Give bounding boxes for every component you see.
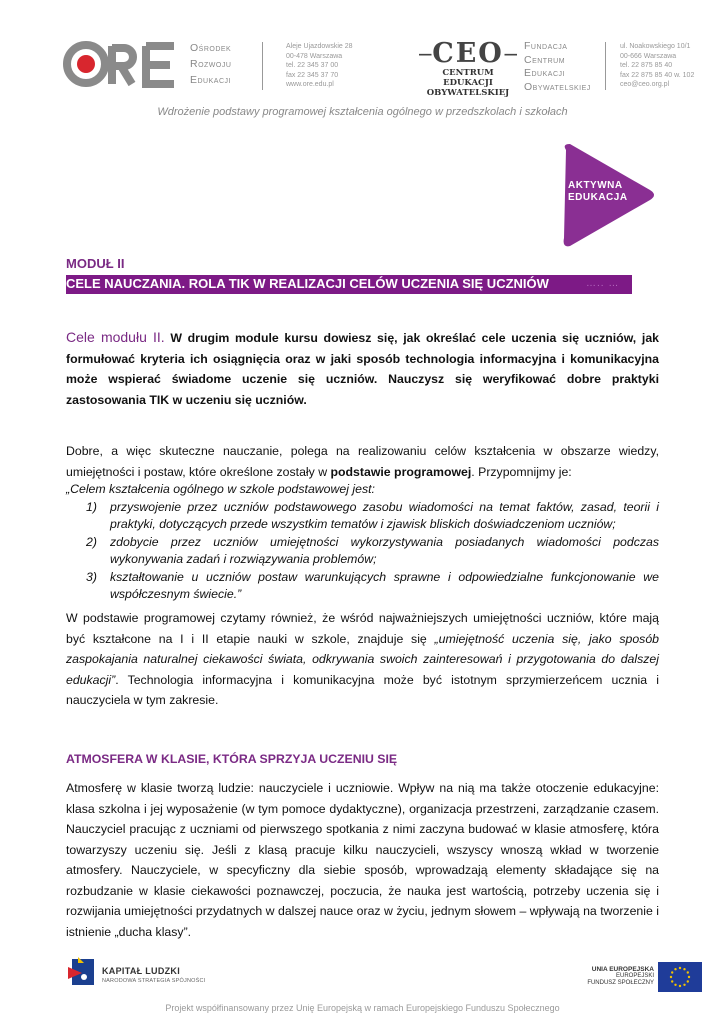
module-title-dots: ….. … [586,278,620,289]
module-title: CELE NAUCZANIA. ROLA TIK W REALIZACJI CELÓW UCZENIA SIĘ UCZNIÓW [66,276,549,291]
eu-star [671,971,673,973]
eu-star [683,984,685,986]
paragraph-atmosphere: Atmosferę w klasie tworzą ludzie: nauczyciele i uczniowie. Wpływ na nią ma także otoczenie edukacyjne: klasa szkolna i jej wyposażenie (w tym pomoce dydaktyczne), organizacja przestrzeni, zarządzanie czasem. Nauczyciel pracując z uczniami od pierwszego spotkania z nimi zaczyna budować w klasie atmosferę, która towarzyszy uczeniu się. Jeśli z klasą pracuje kilku nauczycieli, wszyscy wnoszą wkład w tworzenie atmosfery. Nauczyciele, w specyficzny dla siebie sposób, wprowadzają elementy składające się na rozbudzanie w klasie ciekawości poznawczej, poczucia, że nauka jest wartością, potrzeby uczenia się i rozwijania umiejętności przydatnych w dalszej nauce oraz w życiu, jednym słowem – wpływają na tworzenie i istnienie „ducha klasy”. [66,781,659,939]
list-item: 2) zdobycie przez uczniów umiejętności wykorzystywania posiadanych wiadomości podczas wykonywania zadań i rozwiązywania problemów; [86,535,659,566]
kapital-ludzki-logo [66,955,98,991]
kapital-ludzki-name: KAPITAŁ LUDZKI [102,966,181,976]
section-heading: ATMOSFERA W KLASIE, KTÓRA SPRZYJA UCZENIU SIĘ [66,752,398,766]
eu-star [674,968,676,970]
ceo-logo: —CEO— CENTRUM EDUKACJI OBYWATELSKIEJ [418,38,518,98]
eu-star [671,980,673,982]
ceo-address: ul. Noakowskiego 10/1 00-666 Warszawa tel. 22 875 85 40 fax 22 875 85 40 w. 102 ceo@ceo.org.pl [620,43,695,88]
eu-star [687,980,689,982]
footer-funding-note: Projekt współfinansowany przez Unię Europejską w ramach Europejskiego Funduszu Społecznego [165,1003,560,1013]
kapital-ludzki-subtitle: NARODOWA STRATEGIA SPÓJNOŚCI [102,978,206,984]
intro-text: W drugim module kursu dowiesz się, jak określać cele uczenia się uczniów, jak formułować kryteria ich osiągnięcia oraz w jaki sposób technologia informacyjna i komunikacyjna może wspierać świadome uczenie się uczniów. Nauczysz się weryfikować dobre praktyki zastosowania TIK w uczeniu się uczniów. [66,331,659,407]
paragraph-curriculum: Dobre, a więc skuteczne nauczanie, polega na realizowaniu celów kształcenia w obszarze wiedzy, umiejętności i postaw, które określone zostały w podstawie programowej. Przypomnijmy je: [66,444,659,479]
eu-star [679,967,681,969]
eu-label: UNIA EUROPEJSKA EUROPEJSKI FUNDUSZ SPOŁECZNY [587,966,654,986]
ceo-full-name: Fundacja Centrum Edukacji Obywatelskiej [524,40,591,93]
eu-star [674,984,676,986]
eu-star [670,976,672,978]
header-divider [262,42,263,90]
quote-lead: „Celem kształcenia ogólnego w szkole podstawowej jest: [66,482,375,496]
eu-star [683,968,685,970]
header-tagline: Wdrożenie podstawy programowej kształcenia ogólnego w przedszkolach i szkołach [157,106,568,118]
eu-star [688,976,690,978]
eu-star [687,971,689,973]
intro-lead: Cele modułu II. [66,329,165,345]
learning-skill-quote: „umiejętność uczenia się, jako sposób zaspokajania naturalnej ciekawości świata, odkrywania swoich zainteresowań i przygotowania do dalszej edukacji” [66,631,659,687]
paragraph-learning-skill: W podstawie programowej czytamy również, że wśród najważniejszych umiejętności uczniów, które mają być kształcone na I i II etapie nauki w szkole, znajduje się „umiejętność uczenia się, jako sposób zaspokajania naturalnej ciekawości świata, odkrywania swoich zainteresowań i przygotowania do dalszej edukacji”. Technologia informacyjna i komunikacyjna może być istotnym sprzymierzeńcem ucznia i nauczyciela w tym zakresie. [66,611,659,707]
goals-list [66,499,659,604]
ore-logo [62,40,180,92]
module-intro [66,327,659,410]
aktywna-edukacja-badge: AKTYWNA EDUKACJA [560,140,660,250]
eu-star [679,985,681,987]
list-item: 3) kształtowanie u uczniów postaw warunkujących sprawne i odpowiedzialne funkcjonowanie we współczesnym świecie.” [86,570,659,601]
header-divider [605,42,606,90]
eu-flag [658,962,702,992]
curriculum-term: podstawie programowej [330,464,472,479]
list-item: 1) przyswojenie przez uczniów podstawowego zasobu wiadomości na temat faktów, zasad, teorii i praktyki, dotyczących przede wszystkim tematów i zjawisk bliskich doświadczeniom uczniów; [86,500,659,531]
module-label: MODUŁ II [66,256,125,271]
ore-full-name: Ośrodek Rozwoju Edukacji [190,42,232,86]
ore-address: Aleje Ujazdowskie 28 00-478 Warszawa tel. 22 345 37 00 fax 22 345 37 70 www.ore.edu.pl [286,43,353,88]
